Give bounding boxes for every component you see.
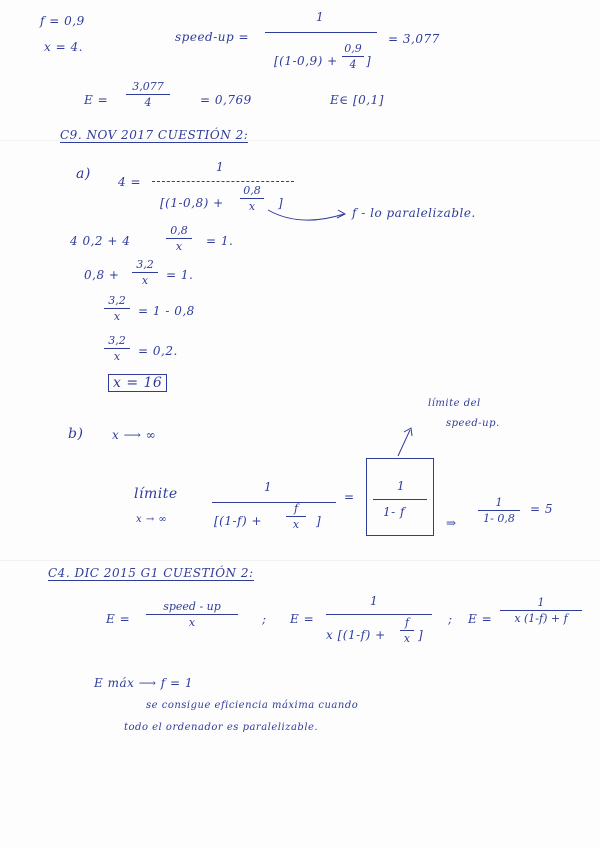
speedup-result: = 3,077 — [388, 32, 440, 46]
fraction-numerator: 0,8 — [170, 224, 188, 237]
algebra-line-2-right: = 1. — [166, 268, 194, 282]
parallelizable-note: f - lo paralelizable. — [352, 206, 476, 220]
fraction-numerator: 1 — [537, 596, 545, 609]
fraction-denominator: x (1-f) + f — [514, 612, 568, 625]
speedup-denominator-left: [(1-0,9) + — [274, 54, 338, 68]
x-value-line: x = 4. — [44, 40, 83, 54]
fraction-numerator: 3,2 — [108, 334, 126, 347]
part-b-expression: x ⟶ ∞ — [112, 428, 157, 442]
speedup-numerator: 1 — [316, 10, 325, 24]
fraction-denominator: x — [113, 350, 121, 363]
separator-1: ; — [262, 612, 267, 626]
limit-note-line-1: límite del — [428, 398, 481, 409]
equation-denominator-right: ] — [278, 196, 284, 210]
algebra-line-2-left: 0,8 + — [84, 268, 120, 282]
inner-numerator: f — [404, 616, 410, 629]
inner-numerator: f — [293, 502, 299, 515]
algebra-line-3-right: = 1 - 0,8 — [138, 304, 195, 318]
section-heading-nov-2017: C9. NOV 2017 CUESTIÓN 2: — [60, 128, 249, 142]
efficiency-numerator: 3,077 — [132, 80, 164, 93]
implies-arrow: ⇒ — [446, 516, 457, 530]
fraction-numerator: 3,2 — [108, 294, 126, 307]
boxed-denominator: 1- f — [383, 505, 405, 519]
equation-left: 4 = — [118, 175, 142, 189]
conclusion-line-1: se consigue eficiencia máxima cuando — [146, 700, 359, 711]
equation-denominator-left: [(1-0,8) + — [160, 196, 224, 210]
result-denominator: 1- 0,8 — [483, 512, 515, 525]
speedup-denominator-right: ] — [366, 54, 372, 68]
equals-sign: = — [344, 490, 355, 504]
efficiency-eq-1-left: E = — [106, 612, 131, 626]
efficiency-eq-2-numerator: 1 — [370, 594, 379, 608]
efficiency-range: E∈ [0,1] — [330, 93, 384, 107]
efficiency-eq-3-left: E = — [468, 612, 493, 626]
algebra-line-1-left: 4 0,2 + 4 — [70, 234, 131, 248]
limit-subscript: x → ∞ — [136, 514, 168, 525]
algebra-line-4-right: = 0,2. — [138, 344, 178, 358]
result-value: = 5 — [530, 502, 554, 516]
part-a-label: a) — [76, 166, 91, 182]
efficiency-eq-2-denominator-right: ] — [418, 628, 424, 642]
limit-note-line-2: speed-up. — [446, 418, 500, 429]
fraction-numerator: speed - up — [163, 600, 221, 613]
inner-denominator: 4 — [349, 58, 357, 71]
fraction-denominator: x — [188, 616, 196, 629]
limit-word: límite — [134, 486, 178, 502]
efficiency-denominator: 4 — [144, 96, 152, 109]
inner-denominator: x — [248, 200, 256, 213]
equation-numerator: 1 — [216, 160, 225, 174]
efficiency-label: E = — [84, 93, 109, 107]
algebra-line-1-right: = 1. — [206, 234, 234, 248]
inner-numerator: 0,8 — [243, 184, 261, 197]
final-answer-box: x = 16 — [108, 374, 167, 392]
part-b-label: b) — [68, 426, 84, 442]
efficiency-result: = 0,769 — [200, 93, 252, 107]
arrow-to-parallelizable-note — [268, 210, 344, 220]
result-numerator: 1 — [495, 496, 503, 509]
max-efficiency-line: E máx ⟶ f = 1 — [94, 676, 193, 690]
boxed-numerator: 1 — [397, 479, 406, 493]
limit-denominator-right: ] — [316, 514, 322, 528]
inner-denominator: x — [403, 632, 411, 645]
limit-denominator-left: [(1-f) + — [214, 514, 263, 528]
conclusion-line-2: todo el ordenador es paralelizable. — [124, 722, 319, 733]
speedup-label: speed-up = — [175, 30, 250, 44]
fraction-denominator: x — [141, 274, 149, 287]
fraction-denominator: x — [113, 310, 121, 323]
inner-numerator: 0,9 — [344, 42, 362, 55]
fraction-numerator: 3,2 — [136, 258, 154, 271]
limit-numerator: 1 — [264, 480, 273, 494]
efficiency-eq-2-denominator-left: x [(1-f) + — [326, 628, 386, 642]
efficiency-eq-2-left: E = — [290, 612, 315, 626]
fraction-denominator: x — [175, 240, 183, 253]
section-heading-dic-2015: C4. DIC 2015 G1 CUESTIÓN 2: — [48, 566, 254, 580]
separator-2: ; — [448, 612, 453, 626]
f-value-line: f = 0,9 — [40, 14, 85, 28]
arrow-to-limit-note — [398, 430, 410, 456]
inner-denominator: x — [292, 518, 300, 531]
